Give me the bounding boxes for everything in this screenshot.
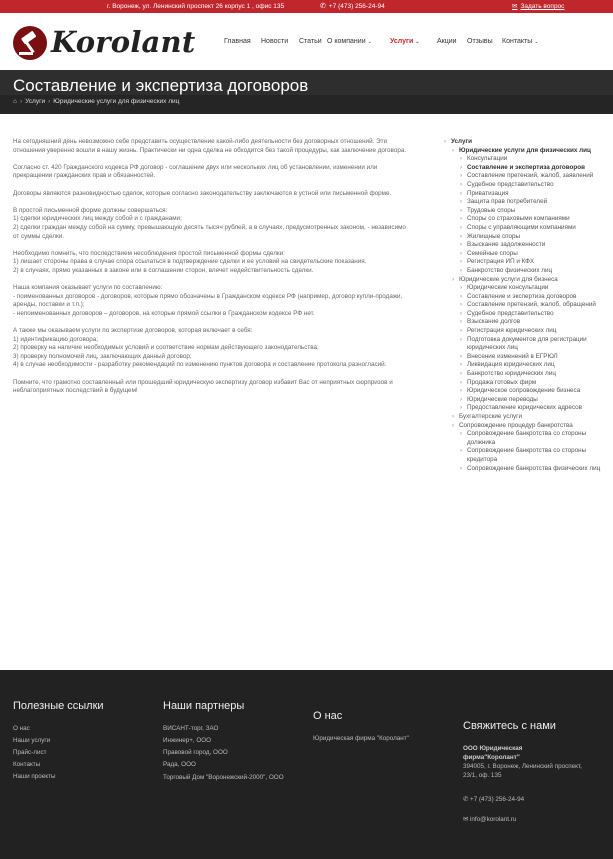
partner-link[interactable]: Торговый Дом "Воронежский-2000", ООО: [163, 774, 284, 781]
nav-services-label: Услуги: [390, 38, 414, 45]
sidebar-item[interactable]: [460, 379, 604, 388]
chevron-right-icon: ›: [460, 378, 463, 386]
partner-link[interactable]: Правовой город, ООО: [163, 749, 228, 756]
sidebar-item[interactable]: [460, 396, 604, 405]
top-address: г. Воронеж, ул. Ленинский проспект 26 корпус 1 , офис 135: [107, 3, 285, 10]
nav-about[interactable]: [327, 38, 372, 45]
sidebar-item-label: Консультации: [467, 155, 508, 163]
chevron-right-icon: ›: [460, 155, 463, 163]
sidebar-item[interactable]: [460, 293, 604, 302]
chevron-right-icon: ›: [460, 335, 463, 343]
chevron-right-icon: ›: [460, 387, 463, 395]
sidebar-item-label: Приватизация: [467, 189, 509, 197]
nav-contacts[interactable]: [502, 38, 538, 45]
chevron-right-icon: ›: [460, 361, 463, 369]
footer-email-text: info@korolant.ru: [470, 816, 517, 823]
breadcrumb-item[interactable]: Услуги: [25, 98, 46, 105]
chevron-right-icon: ›: [460, 223, 463, 231]
sidebar-item-label: Взыскание задолженности: [467, 241, 546, 249]
chevron-down-icon: ⌄: [415, 39, 420, 45]
sidebar-item[interactable]: [460, 207, 604, 216]
chevron-right-icon: ›: [460, 266, 463, 274]
breadcrumb-item[interactable]: Юридические услуги для физических лиц: [53, 98, 180, 105]
chevron-right-icon: ›: [460, 404, 463, 412]
nav-about-label: О компании: [327, 38, 366, 45]
chevron-right-icon: ›: [460, 301, 463, 309]
sidebar-item[interactable]: [460, 267, 604, 276]
sidebar-item-label: Регистрация юридических лиц: [467, 327, 557, 335]
nav-articles[interactable]: [299, 38, 322, 45]
sidebar-item-label: Споры с управляющими компаниями: [467, 223, 576, 231]
phone-icon: ✆: [320, 3, 326, 10]
footer-heading: Наши партнеры: [163, 700, 245, 712]
chevron-right-icon: ›: [460, 464, 463, 472]
footer-about: [313, 710, 409, 742]
top-phone-text: +7 (473) 256-24-94: [328, 3, 385, 10]
chevron-right-icon: ›: [460, 370, 463, 378]
chevron-right-icon: ›: [460, 258, 463, 266]
breadcrumb-separator: ›: [19, 98, 23, 105]
chevron-right-icon: ›: [460, 249, 463, 257]
nav-contacts-label: Контакты: [502, 38, 533, 45]
sidebar-item[interactable]: [460, 215, 604, 224]
sidebar-item[interactable]: [452, 422, 604, 431]
chevron-right-icon: ›: [460, 206, 463, 214]
chevron-right-icon: ›: [460, 284, 463, 292]
chevron-right-icon: ›: [460, 172, 463, 180]
chevron-right-icon: ›: [460, 292, 463, 300]
ask-question-link[interactable]: [512, 0, 564, 13]
envelope-icon: ✉: [512, 3, 518, 10]
sidebar-item[interactable]: [460, 430, 604, 447]
article-paragraph: Наша компания оказывает услуги по составлению: - поименованных договоров - договоров, которые прямо обозначены в Гражданском кодексе РФ (например, договор купли-продажи, аренды, поставки и т.п.); - непоименованных договоров – договоров, на которые прямой ссылки в Гражданском кодексе РФ нет.: [13, 284, 403, 317]
sidebar-item[interactable]: [460, 258, 604, 267]
sidebar-item[interactable]: [460, 370, 604, 379]
sidebar-item-label: Семейные споры: [467, 249, 518, 257]
sidebar-item[interactable]: [460, 155, 604, 164]
sidebar-item[interactable]: [452, 413, 604, 422]
sidebar-item-label: Составление претензий, жалоб, обращений: [467, 301, 596, 309]
article-paragraph: В простой письменной форме должны совершаться: 1) сделки юридических лиц между собой и с гражданами; 2) сделки граждан между собой на сумму, превышающую десять тысяч рублей, а в случаях, предусмотренных законом, - независимо от суммы сделки.: [13, 206, 406, 240]
sidebar-item[interactable]: [460, 353, 604, 362]
sidebar-item-label: Юридические консультации: [467, 284, 549, 292]
sidebar-item-label: Банкротство юридических лиц: [467, 370, 556, 378]
chevron-right-icon: ›: [452, 413, 455, 420]
footer-link[interactable]: Прайс-лист: [13, 749, 47, 756]
footer-useful-links: [13, 700, 104, 780]
footer-email[interactable]: [463, 816, 516, 825]
sidebar-item-label: Предоставление юридических адресов: [467, 404, 582, 412]
sidebar-item[interactable]: [460, 224, 604, 233]
article-paragraph: На сегодняшний день невозможно себе представить осуществление какой-либо деятельности без договорных отношений. Эти отношения уверенно вошли в нашу жизнь. Практически ни одна сделка не обходится без такой процедуры, как заключение договора.: [13, 138, 407, 154]
sidebar-item[interactable]: [460, 465, 604, 474]
chevron-right-icon: ›: [460, 241, 463, 249]
footer-heading: Полезные ссылки: [13, 700, 104, 712]
sidebar-item[interactable]: [460, 233, 604, 242]
chevron-down-icon: ⌄: [367, 39, 372, 45]
article-paragraph: Согласно ст. 420 Гражданского кодекса РФ договор - соглашение двух или нескольких лиц об установлении, изменении или прекращении гражданских прав и обязанностей.: [13, 163, 378, 180]
sidebar-item-label: Регистрация ИП и КФХ: [467, 258, 535, 266]
article-paragraph: Помните, что грамотно составленный или прошедший юридическую экспертизу договор избавит Вас от неприятных сюрпризов и неблагоприятных последствий в будущем!: [13, 378, 393, 395]
sidebar-item-label: Судебное представительство: [467, 180, 554, 188]
sidebar-item[interactable]: [460, 447, 604, 464]
sidebar-item-label: Сопровождение банкротства со стороны кредитора: [467, 447, 587, 463]
sidebar-item-label: Защита прав потребителей: [467, 198, 548, 206]
page-title: Составление и экспертиза договоров: [13, 76, 309, 95]
sidebar-item-label: Ликвидация юридических лиц: [467, 361, 555, 369]
top-bar: [0, 0, 613, 13]
breadcrumb-separator: ›: [48, 98, 51, 105]
chevron-right-icon: ›: [452, 421, 455, 429]
sidebar-item-label: Взыскание долгов: [467, 318, 521, 326]
sidebar-item-label: Составление и экспертиза договоров: [467, 163, 585, 171]
sidebar-item-label: Юридические услуги для физических лиц: [459, 146, 591, 154]
home-icon[interactable]: ⌂: [13, 98, 17, 105]
chevron-right-icon: ›: [460, 180, 463, 188]
sidebar-item[interactable]: [460, 404, 604, 413]
gavel-icon: [13, 26, 47, 60]
chevron-right-icon: ›: [460, 352, 463, 360]
chevron-right-icon: ›: [460, 198, 463, 206]
sidebar-item[interactable]: [452, 276, 604, 285]
sidebar-item[interactable]: [460, 387, 604, 396]
nav-articles-label: Статьи: [299, 38, 322, 45]
services-sidebar: [444, 138, 604, 473]
chevron-down-icon: ⌄: [534, 39, 539, 45]
nav-news[interactable]: Новости: [261, 38, 289, 45]
sidebar-item-label: Трудовые споры: [467, 206, 516, 214]
nav-reviews[interactable]: Отзывы: [467, 38, 493, 45]
sidebar-item-label: Услуги: [451, 138, 472, 145]
ask-question-label: Задать вопрос: [520, 3, 565, 10]
sidebar-item-label: Судебное представительство: [467, 309, 554, 317]
article-body: [13, 138, 408, 404]
article-paragraph: Необходимо помнить, что последствием несоблюдения простой письменной формы сделки: 1) лишает стороны права в случае спора ссылаться в подтверждение сделки и ее условий на свидетельские показания. 2) в случаях, прямо указанных в законе или в соглашении сторон, влечет недействительность сделки.: [13, 249, 367, 274]
sidebar-item[interactable]: [460, 361, 604, 370]
sidebar-item[interactable]: [460, 241, 604, 250]
chevron-right-icon: ›: [452, 275, 455, 283]
chevron-right-icon: ›: [460, 189, 463, 197]
chevron-right-icon: ›: [460, 309, 463, 317]
site-logo[interactable]: [13, 24, 196, 60]
sidebar-item-label: Составление претензий, жалоб, заявлений: [467, 172, 594, 180]
footer-company: ООО Юридическая фирма"Королант": [463, 745, 523, 761]
sidebar-item[interactable]: [460, 301, 604, 310]
footer-partners: [163, 700, 284, 781]
footer-link[interactable]: О нас: [13, 725, 30, 732]
sidebar-item-label: Юридические услуги для бизнеса: [459, 275, 558, 283]
sidebar-item[interactable]: [460, 181, 604, 190]
footer-address: 394005, г. Воронеж, Ленинский проспект, 23/1, оф. 135: [463, 763, 582, 779]
sidebar-item-label: Бухгалтерские услуги: [459, 413, 522, 420]
nav-promotions[interactable]: Акции: [437, 38, 457, 45]
sidebar-item[interactable]: [460, 250, 604, 259]
footer-phone[interactable]: [463, 796, 524, 805]
sidebar-item[interactable]: [460, 172, 604, 181]
sidebar-item-label: Банкротство физических лиц: [467, 266, 553, 274]
sidebar-item[interactable]: [460, 327, 604, 336]
sidebar-item-label: Сопровождение банкротства физических лиц: [467, 464, 601, 472]
footer-contacts: [463, 720, 603, 823]
sidebar-item[interactable]: [460, 284, 604, 293]
footer-link[interactable]: Наши услуги: [13, 737, 51, 744]
sidebar-item[interactable]: [460, 190, 604, 199]
chevron-right-icon: ›: [460, 430, 463, 438]
footer-link[interactable]: Контакты: [13, 761, 41, 768]
footer-heading: Свяжитесь с нами: [463, 720, 556, 732]
chevron-right-icon: ›: [452, 146, 455, 154]
sidebar-item-label: Споры со страховыми компаниями: [467, 215, 570, 223]
sidebar-item-label: Сопровождение процедур банкротства: [459, 421, 573, 429]
sidebar-item[interactable]: [460, 310, 604, 319]
site-header: [0, 13, 613, 70]
nav-services[interactable]: [390, 38, 419, 45]
chevron-right-icon: ›: [460, 327, 463, 335]
breadcrumb: [0, 95, 613, 114]
sidebar-item[interactable]: [460, 198, 604, 207]
footer-link[interactable]: Наши проекты: [13, 773, 56, 780]
sidebar-item[interactable]: [444, 138, 604, 147]
article-paragraph: Договоры являются разновидностью сделок, которые согласно законодательству заключаются в устной или письменной форме.: [13, 189, 392, 197]
sidebar-item-label: Составление и экспертиза договоров: [467, 292, 577, 300]
partner-link[interactable]: Рада, ООО: [163, 761, 196, 768]
sidebar-item-label: Сопровождение банкротства со стороны должника: [467, 430, 587, 446]
sidebar-item-label: Юридическое сопровождение бизнеса: [467, 387, 581, 395]
sidebar-item[interactable]: [452, 147, 604, 156]
phone-icon: ✆: [463, 796, 471, 803]
chevron-right-icon: ›: [460, 447, 463, 455]
footer-phone-text: +7 (473) 256-24-94: [470, 796, 525, 803]
sidebar-item-label: Юридические переводы: [467, 395, 538, 403]
site-footer: [0, 670, 613, 859]
sidebar-item[interactable]: [460, 318, 604, 327]
sidebar-item-label: Продажа готовых фирм: [467, 378, 537, 386]
partner-link[interactable]: Инжинер+, ООО: [163, 737, 212, 744]
chevron-right-icon: ›: [460, 318, 463, 326]
sidebar-item[interactable]: [460, 336, 604, 353]
sidebar-item-label: Жилищные споры: [467, 232, 521, 240]
chevron-right-icon: ›: [460, 395, 463, 403]
sidebar-item-label: Внесение изменений в ЕГРЮЛ: [467, 352, 558, 360]
logo-text: Korolant: [51, 25, 196, 59]
sidebar-item-label: Подготовка документов для регистрации юридических лиц: [467, 335, 587, 352]
top-phone[interactable]: [320, 0, 385, 13]
article-paragraph: А также мы оказываем услуги по экспертизе договоров, которая включает в себя: 1) идентификацию договора; 2) проверку на наличие необходимых условий и соответствие нормам действующего законодательства; 3) проверку полномочий лиц, заключающих данный договор; 4) в случае необходимости - разработку рекомендаций по изменению пунктов договора и составление протокола разногласий.: [13, 327, 387, 369]
footer-heading: О нас: [313, 710, 343, 722]
chevron-right-icon: ›: [444, 138, 447, 145]
nav-home[interactable]: Главная: [224, 38, 251, 45]
chevron-right-icon: ›: [460, 232, 463, 240]
partner-link[interactable]: ВИСАНТ-торг, ЗАО: [163, 725, 219, 732]
footer-about-text[interactable]: Юридическая фирма "Королант": [313, 735, 409, 742]
chevron-right-icon: ›: [460, 163, 463, 171]
envelope-icon: ✉: [463, 816, 471, 823]
chevron-right-icon: ›: [460, 215, 463, 223]
